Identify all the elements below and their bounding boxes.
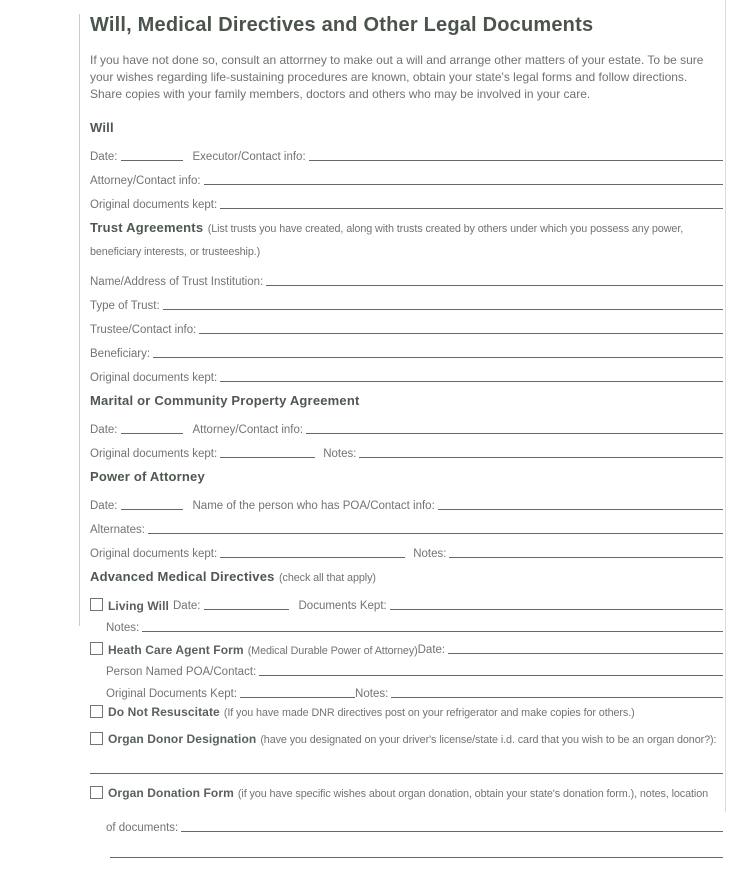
fill-in-line[interactable] <box>163 309 723 310</box>
fill-in-line[interactable] <box>121 433 183 434</box>
form-row <box>90 591 723 613</box>
field-label: Name of the person who has POA/Contact info: <box>192 500 435 512</box>
field-label: Documents Kept: <box>298 600 387 612</box>
do-not-resuscitate-checkbox[interactable] <box>90 705 103 718</box>
form-row <box>90 489 723 513</box>
fill-in-line[interactable] <box>181 831 723 832</box>
field-label: Attorney/Contact info: <box>90 175 201 187</box>
fill-in-line[interactable] <box>390 609 723 610</box>
field-label: Alternates: <box>90 524 145 536</box>
spacer <box>405 560 413 561</box>
field-label: Original documents kept: <box>90 372 218 384</box>
fill-in-line[interactable] <box>153 357 723 358</box>
form-row <box>90 437 723 461</box>
section-heading <box>90 466 723 487</box>
form-row <box>90 140 723 164</box>
fill-in-line[interactable] <box>240 697 355 698</box>
form-row <box>90 265 723 289</box>
form-body <box>90 117 723 878</box>
fill-in-line[interactable] <box>204 184 723 185</box>
organ-donation-form-checkbox[interactable] <box>90 786 103 799</box>
intro-text: If you have not done so, consult an attorrney to make out a will and arrange other matters of your estate. To be sure your wishes regarding life-sustaining procedures are known, obtain your state's legal forms and follow directions. Share copies with your family members, doctors and others who may be involved in your care. <box>90 53 704 101</box>
checkbox-label: Heath Care Agent Form <box>108 643 244 657</box>
form-row <box>90 337 723 361</box>
fill-in-line[interactable] <box>199 333 723 334</box>
form-row <box>90 289 723 313</box>
field-label: of documents: <box>106 822 179 834</box>
section-will <box>90 117 723 212</box>
field-label: Original Documents Kept: <box>106 688 238 700</box>
indent-spacer <box>90 834 106 835</box>
form-row <box>90 728 723 755</box>
checkbox-label: Organ Donor Designation <box>108 732 257 746</box>
section-title: Marital or Community Property Agreement <box>90 393 360 408</box>
spacer <box>183 163 193 164</box>
form-row <box>90 657 723 679</box>
field-note: (have you designated on your driver's license/state i.d. card that you wish to be an organ donor?): <box>260 734 717 746</box>
form-row <box>90 361 723 385</box>
fill-in-line[interactable] <box>448 653 723 654</box>
field-label: Date: <box>90 151 118 163</box>
form-row <box>90 413 723 437</box>
field-label: Type of Trust: <box>90 300 160 312</box>
indent-spacer <box>90 634 106 635</box>
spacer <box>106 860 110 861</box>
living-will-checkbox[interactable] <box>90 598 103 611</box>
fill-in-line[interactable] <box>220 457 315 458</box>
form-row <box>90 313 723 337</box>
fill-in-line[interactable] <box>449 557 723 558</box>
section-title: Power of Attorney <box>90 469 205 484</box>
field-label: Notes: <box>106 622 140 634</box>
section-heading-note: (check all that apply) <box>279 572 376 584</box>
fill-in-line[interactable] <box>266 285 723 286</box>
section-title: Advanced Medical Directives <box>90 569 275 584</box>
fill-in-line[interactable] <box>359 457 723 458</box>
document-title: Will, Medical Directives and Other Legal Documents <box>90 14 594 36</box>
form-row <box>90 537 723 561</box>
form-row <box>90 613 723 635</box>
checkbox-label: Do Not Resuscitate <box>108 705 220 719</box>
fill-in-line[interactable] <box>220 557 405 558</box>
fill-in-line[interactable] <box>306 433 723 434</box>
field-label: Attorney/Contact info: <box>192 424 304 436</box>
fill-in-line[interactable] <box>204 609 289 610</box>
section-heading <box>90 217 723 263</box>
field-label: Notes: <box>413 548 447 560</box>
field-label: Original documents kept: <box>90 199 218 211</box>
fill-in-line[interactable] <box>142 631 723 632</box>
field-label: Original documents kept: <box>90 448 218 460</box>
checkbox-label: Organ Donation Form <box>108 786 234 800</box>
section-title: Will <box>90 120 114 135</box>
page-right-edge-artifact <box>725 0 726 812</box>
section-organ-donation <box>90 782 723 878</box>
section-heading <box>90 390 723 411</box>
form-row <box>90 782 723 809</box>
spacer <box>183 512 193 513</box>
section-power-of-attorney <box>90 466 723 561</box>
checkbox-label: Living Will <box>108 599 169 613</box>
form-row <box>90 861 723 878</box>
fill-in-line[interactable] <box>438 509 723 510</box>
section-heading <box>90 117 723 138</box>
field-label: Original documents kept: <box>90 548 218 560</box>
fill-in-line[interactable] <box>121 160 183 161</box>
fill-in-line[interactable] <box>220 381 723 382</box>
field-label: Person Named POA/Contact: <box>106 666 257 678</box>
section-marital-property-agreement <box>90 390 723 461</box>
form-row <box>90 188 723 212</box>
field-note: (Medical Durable Power of Attorney) <box>247 645 418 657</box>
spacer <box>289 612 299 613</box>
fill-in-line[interactable] <box>220 208 723 209</box>
section-advanced-medical-directives <box>90 566 723 777</box>
form-content <box>90 14 723 878</box>
field-label: Date: <box>173 600 201 612</box>
fill-in-line[interactable] <box>121 509 183 510</box>
field-label: Date: <box>90 500 118 512</box>
form-row <box>90 701 723 728</box>
fill-in-line[interactable] <box>391 697 723 698</box>
indent-spacer <box>90 678 106 679</box>
field-note: (If you have made DNR directives post on your refrigerator and make copies for others.) <box>223 707 635 719</box>
field-label: Date: <box>90 424 118 436</box>
spacer <box>183 436 193 437</box>
spacer <box>315 460 323 461</box>
fill-in-line[interactable] <box>110 857 723 858</box>
fill-in-line[interactable] <box>259 675 723 676</box>
field-label: Name/Address of Trust Institution: <box>90 276 264 288</box>
field-label: Executor/Contact info: <box>192 151 306 163</box>
form-row <box>90 164 723 188</box>
rule-line <box>90 773 723 774</box>
fill-in-line[interactable] <box>309 160 723 161</box>
section-heading-note: (List trusts you have created, along with trusts created by others under which you possess any power, beneficiary interests, or trusteeship.) <box>90 223 684 258</box>
form-row <box>90 835 723 861</box>
form-row <box>90 755 723 777</box>
field-label: Trustee/Contact info: <box>90 324 197 336</box>
form-row <box>90 513 723 537</box>
page-left-edge-artifact <box>79 14 80 626</box>
field-label: Notes: <box>355 688 389 700</box>
form-row <box>90 679 723 701</box>
section-title: Trust Agreements <box>90 220 204 235</box>
indent-spacer <box>90 860 106 861</box>
section-heading <box>90 566 723 589</box>
form-row <box>90 809 723 835</box>
section-trust-agreements <box>90 217 723 385</box>
health-care-agent-form-checkbox[interactable] <box>90 642 103 655</box>
organ-donor-designation-checkbox[interactable] <box>90 732 103 745</box>
fill-in-line[interactable] <box>148 533 723 534</box>
field-label: Notes: <box>323 448 357 460</box>
form-row <box>90 635 723 657</box>
field-note: (if you have specific wishes about organ donation, obtain your state's donation form.), notes, location <box>237 788 709 800</box>
field-label: Date: <box>417 644 446 656</box>
field-label: Beneficiary: <box>90 348 151 360</box>
